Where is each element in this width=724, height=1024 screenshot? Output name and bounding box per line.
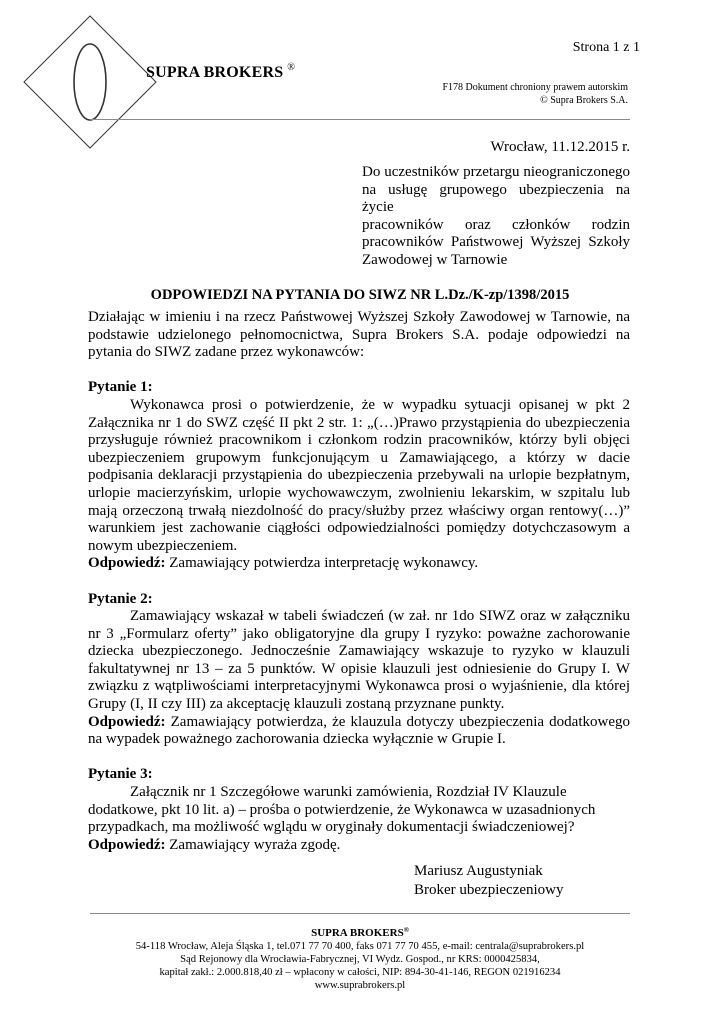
answer-text: Zamawiający potwierdza, że klauzula dotyczy ubezpieczenia dodatkowego na wypadek poważnego zachorowania dziecka wyłącznie w Grupie I. — [88, 713, 630, 748]
answer — [88, 837, 630, 855]
footer-address: 54-118 Wrocław, Aleja Śląska 1, tel.071 77 70 400, faks 071 77 70 455, e-mail: centrala@suprabrokers.pl — [135, 941, 585, 952]
answer — [88, 555, 630, 573]
answer — [88, 714, 630, 749]
answer-label: Odpowiedź: — [88, 713, 166, 730]
brand-name: SUPRA BROKERS ® — [146, 62, 296, 81]
footer — [90, 924, 630, 992]
footer-divider — [90, 913, 630, 914]
answer-text: Zamawiający wyraża zgodę. — [165, 836, 341, 853]
question-text: Zamawiający wskazał w tabeli świadczeń (w zał. nr 1do SIWZ oraz w załączniku nr 3 „Formularz oferty” jako obligatoryjne dla grupy I ryzyko: poważne zachorowanie dziecka ubezpieczonego. Jednocześnie Zamawiający wskazuje to ryzyko w klauzuli fakultatywnej nr 13 – za 5 punktów. W opisie klauzuli jest odniesienie do Grupy I. W związku z wątpliwościami interpretacyjnymi Wykonawca prosi o wyjaśnienie, dla której Grupy (I, II czy III) za akceptację klauzuli zostaną przyznane punkty. — [88, 608, 630, 713]
addressee-line: Zawodowej w Tarnowie — [362, 251, 508, 268]
copyright-line: F178 Dokument chroniony prawem autorskim — [442, 82, 628, 93]
addressee-block — [362, 164, 630, 270]
question-heading: Pytanie 3: — [88, 766, 153, 783]
question-text: Załącznik nr 1 Szczegółowe warunki zamówienia, Rozdział IV Klauzule dodatkowe, pkt 10 lit. a) – prośba o potwierdzenie, że Wykonawca w uzasadnionych przypadkach, ma możliwość wglądu w oryginały dokumentacji świadczeniowej? — [88, 784, 596, 836]
intro-paragraph: Działając w imieniu i na rzecz Państwowej Wyższej Szkoły Zawodowej w Tarnowie, na podstawie udzielonego pełnomocnictwa, Supra Brokers S.A. podaje odpowiedzi na pytania do SIWZ zadane przez wykonawców: — [88, 309, 630, 361]
footer-company: SUPRA BROKERS® — [311, 926, 409, 939]
copyright-notice — [442, 81, 628, 107]
footer-court-registry: Sąd Rejonowy dla Wrocławia-Fabrycznej, VI Wydz. Gospod., nr KRS: 0000425834, — [180, 954, 540, 965]
question-heading: Pytanie 2: — [88, 590, 153, 607]
signatory-name: Mariusz Augustyniak — [414, 863, 543, 879]
addressee-line: Do uczestników przetargu nieograniczonego — [362, 164, 630, 180]
addressee-line: pracowników oraz członków rodzin — [362, 216, 630, 233]
answer-text: Zamawiający potwierdza interpretację wykonawcy. — [165, 555, 479, 572]
signature-block — [414, 862, 564, 900]
addressee-line: pracowników Państwowej Wyższej Szkoły — [362, 234, 630, 251]
question-heading: Pytanie 1: — [88, 379, 153, 396]
addressee-line: na usługę grupowego ubezpieczenia na życie — [362, 181, 630, 216]
supra-brokers-logo — [20, 12, 160, 152]
header-divider — [90, 119, 630, 120]
signatory-role: Broker ubezpieczeniowy — [414, 882, 564, 898]
answer-label: Odpowiedź: — [88, 836, 166, 853]
answer-label: Odpowiedź: — [88, 555, 166, 572]
copyright-line: © Supra Brokers S.A. — [540, 95, 628, 106]
question-text: Wykonawca prosi o potwierdzenie, że w wypadku sytuacji opisanej w pkt 2 Załącznika nr 1 do SWZ część II pkt 2 str. 1: „(…)Prawo przystąpienia do ubezpieczenia przysługuje również pracownikom i członkom rodzin pracowników, którzy byli objęci ubezpieczeniem grupowym funkcjonującym u Zamawiającego, a którzy w dacie podpisania deklaracji przystąpienia do ubezpieczenia przebywali na urlopie bezpłatnym, urlopie macierzyńskim, urlopie wychowawczym, zwolnieniu lekarskim, w szpitalu lub mają orzeczoną trwałą niezdolność do pracy/służby przez właściwy organ rentowy(…)” warunkiem jest zachowanie ciągłości odpowiedzialności pomiędzy dotychczasowym a nowym ubezpieczeniem. — [88, 396, 630, 554]
document-title: ODPOWIEDZI NA PYTANIA DO SIWZ NR L.Dz./K-zp/1398/2015 — [150, 287, 570, 303]
place-and-date: Wrocław, 11.12.2015 r. — [490, 139, 630, 155]
footer-capital-tax: kapitał zakł.: 2.000.818,40 zł – wpłacony w całości, NIP: 894-30-41-146, REGON 021916234 — [159, 967, 561, 978]
page-number: Strona 1 z 1 — [572, 40, 640, 55]
footer-website: www.suprabrokers.pl — [314, 980, 406, 991]
letter-content — [88, 309, 630, 854]
